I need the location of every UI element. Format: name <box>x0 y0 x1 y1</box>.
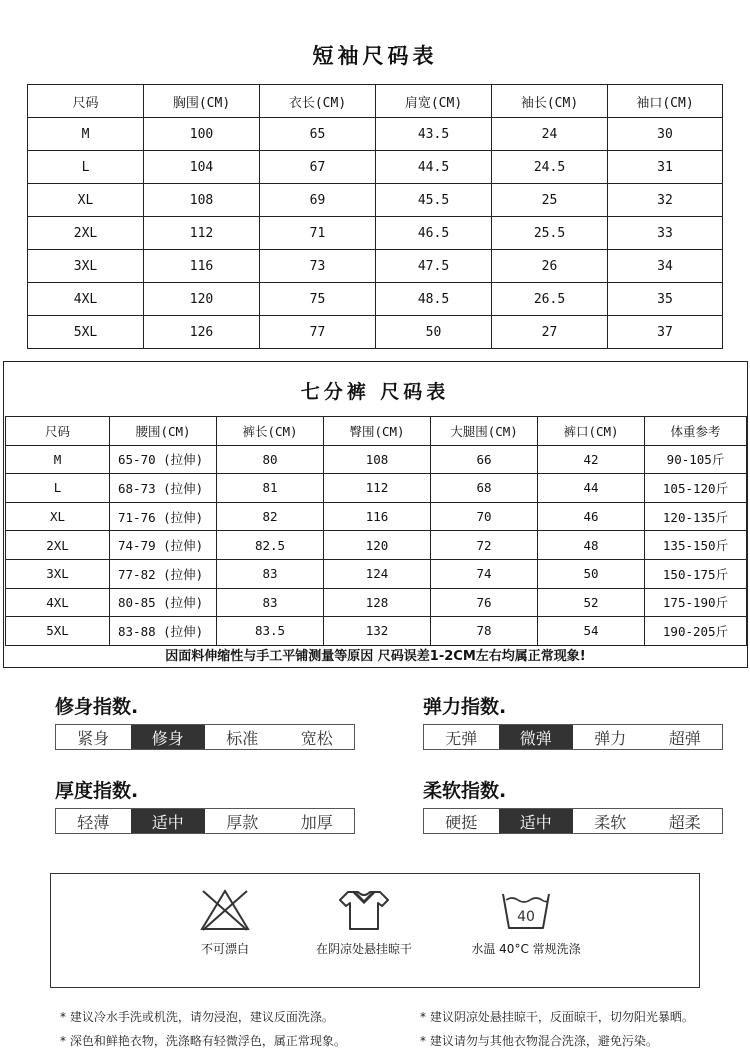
table-cell: 25 <box>492 184 608 217</box>
thickness-index-title: 厚度指数. <box>55 780 139 802</box>
table-cell: 80 <box>217 445 324 474</box>
table-cell: 128 <box>324 588 431 617</box>
table-cell: 74 <box>431 559 538 588</box>
thickness-index-scale <box>55 808 355 834</box>
table-cell: 120 <box>324 531 431 560</box>
care-label: 不可漂白 <box>200 942 249 956</box>
table-row <box>28 184 723 217</box>
table-cell: 69 <box>260 184 376 217</box>
table-cell: 112 <box>144 217 260 250</box>
table-cell: 52 <box>538 588 645 617</box>
scale-option: 无弹 <box>445 728 478 748</box>
table-cell: 72 <box>431 531 538 560</box>
care-tip: * 建议请勿与其他衣物混合洗涤，避免污染。 <box>420 1034 658 1048</box>
care-label: 水温 40°C 常规洗涤 <box>471 942 581 956</box>
care-item-no-bleach <box>155 874 295 957</box>
scale-option: 轻薄 <box>77 812 110 832</box>
table-cell: 116 <box>324 502 431 531</box>
column-header: 尺码 <box>28 85 144 118</box>
column-header: 大腿围(CM) <box>431 417 538 446</box>
care-tip: * 建议阴凉处悬挂晾干，反面晾干，切勿阳光暴晒。 <box>420 1010 694 1024</box>
table-row <box>28 151 723 184</box>
table-cell: 2XL <box>28 217 144 250</box>
column-header: 胸围(CM) <box>144 85 260 118</box>
table-cell: 124 <box>324 559 431 588</box>
table-cell: 26.5 <box>492 283 608 316</box>
scale-option: 弹力 <box>594 728 627 748</box>
table-cell: 44 <box>538 474 645 503</box>
scale-option: 超弹 <box>668 728 701 748</box>
table-row <box>6 559 747 588</box>
table-cell: 75 <box>260 283 376 316</box>
table-cell: 65 <box>260 118 376 151</box>
table-cell: 24 <box>492 118 608 151</box>
scale-option: 厚款 <box>226 812 259 832</box>
softness-index-title: 柔软指数. <box>423 780 507 802</box>
table-cell: 83-88 (拉伸) <box>110 617 217 646</box>
table-cell: 71-76 (拉伸) <box>110 502 217 531</box>
table-cell: 48 <box>538 531 645 560</box>
table-cell: 46 <box>538 502 645 531</box>
table-cell: 68-73 (拉伸) <box>110 474 217 503</box>
scale-option-selected: 微弹 <box>499 725 574 749</box>
stretch-index-title: 弹力指数. <box>423 696 507 718</box>
scale-option: 紧身 <box>77 728 110 748</box>
table-cell: 54 <box>538 617 645 646</box>
scale-option: 标准 <box>226 728 259 748</box>
table-cell: 24.5 <box>492 151 608 184</box>
table-cell: 70 <box>431 502 538 531</box>
scale-option: 柔软 <box>594 812 627 832</box>
table-cell: 5XL <box>28 316 144 349</box>
table-cell: 67 <box>260 151 376 184</box>
table-cell: L <box>6 474 110 503</box>
wash-temperature: 40 <box>517 909 535 925</box>
table-cell: 35 <box>608 283 723 316</box>
column-header: 臀围(CM) <box>324 417 431 446</box>
table-cell: 190-205斤 <box>645 617 747 646</box>
column-header: 裤长(CM) <box>217 417 324 446</box>
table-cell: 126 <box>144 316 260 349</box>
table-row <box>28 250 723 283</box>
table-cell: 46.5 <box>376 217 492 250</box>
care-tip: * 深色和鲜艳衣物，洗涤略有轻微浮色，属正常现象。 <box>60 1034 346 1048</box>
no-bleach-icon <box>199 888 251 932</box>
wash-40-icon <box>500 888 552 932</box>
table-cell: 76 <box>431 588 538 617</box>
scale-option-selected: 适中 <box>131 809 206 833</box>
column-header: 裤口(CM) <box>538 417 645 446</box>
table-cell: 135-150斤 <box>645 531 747 560</box>
table-cell: 34 <box>608 250 723 283</box>
table-row <box>6 617 747 646</box>
table-cell: XL <box>6 502 110 531</box>
care-instructions-box <box>50 873 700 988</box>
table-cell: 50 <box>376 316 492 349</box>
table-cell: 44.5 <box>376 151 492 184</box>
pants-size-table <box>5 416 747 646</box>
table-cell: 68 <box>431 474 538 503</box>
scale-option: 宽松 <box>300 728 333 748</box>
table-cell: 50 <box>538 559 645 588</box>
table-cell: 150-175斤 <box>645 559 747 588</box>
table-cell: 175-190斤 <box>645 588 747 617</box>
table-cell: 45.5 <box>376 184 492 217</box>
pants-title: 七分裤 尺码表 <box>300 381 450 403</box>
fit-index-scale <box>55 724 355 750</box>
column-header: 袖口(CM) <box>608 85 723 118</box>
table-cell: XL <box>28 184 144 217</box>
table-row <box>28 217 723 250</box>
table-cell: 81 <box>217 474 324 503</box>
column-header: 尺码 <box>6 417 110 446</box>
table-cell: 90-105斤 <box>645 445 747 474</box>
table-cell: 48.5 <box>376 283 492 316</box>
scale-option-selected: 适中 <box>499 809 574 833</box>
table-cell: 74-79 (拉伸) <box>110 531 217 560</box>
table-cell: 78 <box>431 617 538 646</box>
table-row <box>28 316 723 349</box>
column-header: 肩宽(CM) <box>376 85 492 118</box>
table-row <box>6 474 747 503</box>
table-cell: 3XL <box>28 250 144 283</box>
table-cell: 120 <box>144 283 260 316</box>
size-error-note: 因面料伸缩性与手工平铺测量等原因 尺码误差1-2CM左右均属正常现象! <box>165 649 586 664</box>
table-cell: 83 <box>217 559 324 588</box>
short-sleeve-title: 短袖尺码表 <box>312 44 438 68</box>
table-cell: 3XL <box>6 559 110 588</box>
table-cell: 104 <box>144 151 260 184</box>
table-row <box>28 118 723 151</box>
column-header: 衣长(CM) <box>260 85 376 118</box>
table-cell: L <box>28 151 144 184</box>
table-cell: 37 <box>608 316 723 349</box>
short-sleeve-size-table <box>27 84 723 349</box>
table-cell: 47.5 <box>376 250 492 283</box>
table-cell: 33 <box>608 217 723 250</box>
table-cell: 32 <box>608 184 723 217</box>
table-cell: 5XL <box>6 617 110 646</box>
table-cell: 100 <box>144 118 260 151</box>
table-row <box>6 502 747 531</box>
table-cell: 82 <box>217 502 324 531</box>
scale-option: 加厚 <box>300 812 333 832</box>
table-cell: 71 <box>260 217 376 250</box>
column-header: 袖长(CM) <box>492 85 608 118</box>
table-cell: 112 <box>324 474 431 503</box>
table-cell: M <box>6 445 110 474</box>
table-cell: 108 <box>144 184 260 217</box>
care-item-wash-40 <box>456 874 596 957</box>
care-tip: * 建议冷水手洗或机洗，请勿浸泡，建议反面洗涤。 <box>60 1010 334 1024</box>
table-cell: 31 <box>608 151 723 184</box>
stretch-index-scale <box>423 724 723 750</box>
table-row <box>28 283 723 316</box>
table-cell: 42 <box>538 445 645 474</box>
table-row <box>6 588 747 617</box>
table-cell: M <box>28 118 144 151</box>
table-cell: 83.5 <box>217 617 324 646</box>
table-cell: 83 <box>217 588 324 617</box>
table-row <box>6 531 747 560</box>
table-cell: 4XL <box>28 283 144 316</box>
table-cell: 2XL <box>6 531 110 560</box>
shade-dry-icon <box>338 888 390 932</box>
table-cell: 77-82 (拉伸) <box>110 559 217 588</box>
table-cell: 120-135斤 <box>645 502 747 531</box>
table-cell: 26 <box>492 250 608 283</box>
table-cell: 27 <box>492 316 608 349</box>
scale-option: 硬挺 <box>445 812 478 832</box>
table-cell: 25.5 <box>492 217 608 250</box>
scale-option-selected: 修身 <box>131 725 206 749</box>
scale-option: 超柔 <box>668 812 701 832</box>
table-row <box>6 445 747 474</box>
care-item-shade-dry <box>294 874 434 957</box>
fit-index-title: 修身指数. <box>55 696 139 718</box>
table-cell: 73 <box>260 250 376 283</box>
table-cell: 66 <box>431 445 538 474</box>
care-label: 在阴凉处悬挂晾干 <box>315 942 412 956</box>
table-cell: 116 <box>144 250 260 283</box>
column-header: 体重参考 <box>645 417 747 446</box>
table-cell: 43.5 <box>376 118 492 151</box>
table-cell: 108 <box>324 445 431 474</box>
table-cell: 77 <box>260 316 376 349</box>
softness-index-scale <box>423 808 723 834</box>
table-cell: 65-70 (拉伸) <box>110 445 217 474</box>
table-cell: 80-85 (拉伸) <box>110 588 217 617</box>
column-header: 腰围(CM) <box>110 417 217 446</box>
table-cell: 105-120斤 <box>645 474 747 503</box>
table-cell: 82.5 <box>217 531 324 560</box>
table-cell: 30 <box>608 118 723 151</box>
table-cell: 132 <box>324 617 431 646</box>
table-cell: 4XL <box>6 588 110 617</box>
